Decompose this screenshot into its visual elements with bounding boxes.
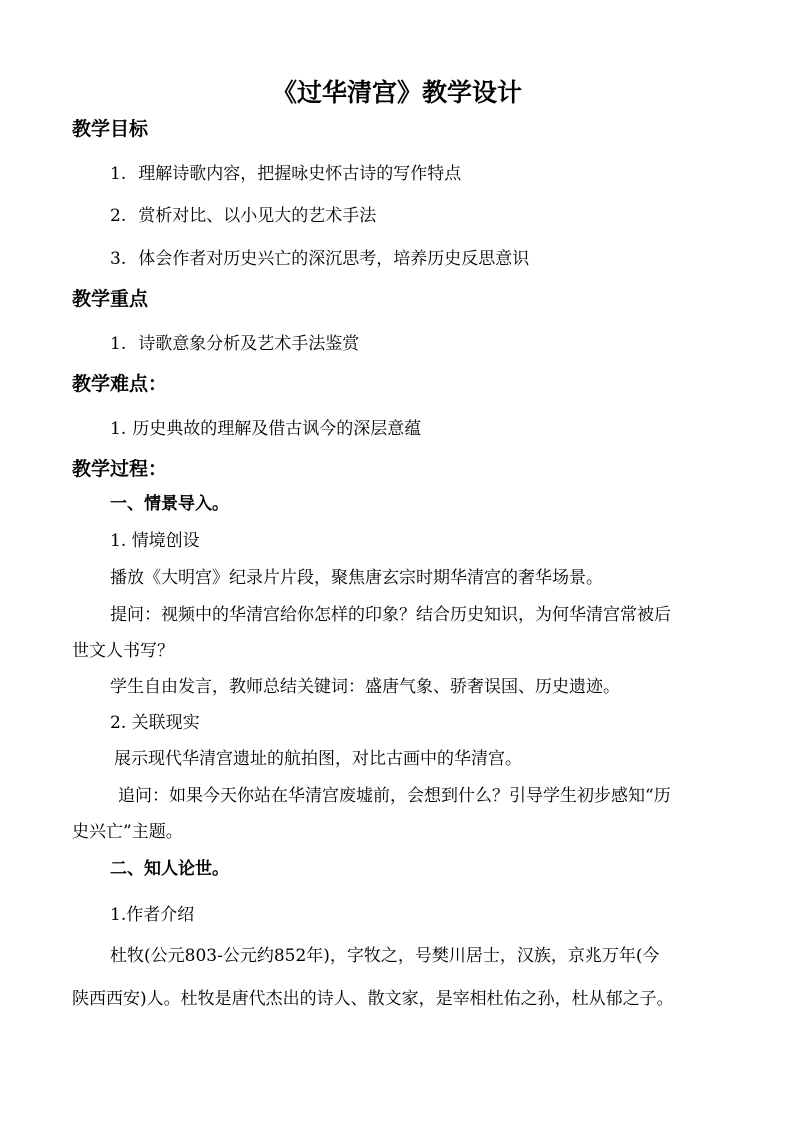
list-text: 历史典故的理解及借古讽今的深层意蕴 bbox=[132, 419, 422, 439]
section-heading-objectives: 教学目标 bbox=[72, 118, 149, 140]
list-item bbox=[110, 164, 461, 184]
paragraph: 杜牧(公元803-公元约852年)，字牧之，号樊川居士，汉族，京兆万年(今 bbox=[110, 946, 660, 966]
paragraph: 提问：视频中的华清宫给你怎样的印象？结合历史知识，为何华清宫常被后 bbox=[110, 605, 671, 625]
paragraph: 播放《大明宫》纪录片片段，聚焦唐玄宗时期华清宫的奢华场景。 bbox=[110, 568, 603, 588]
subsection-heading: 一、情景导入。 bbox=[110, 494, 229, 514]
list-text: 赏析对比、以小见大的艺术手法 bbox=[138, 206, 377, 226]
sub-title: 1. 情境创设 bbox=[110, 531, 200, 551]
list-number: 1. bbox=[110, 419, 127, 439]
paragraph: 世文人书写？ bbox=[72, 641, 174, 661]
paragraph: 史兴亡”主题。 bbox=[72, 822, 183, 842]
list-item bbox=[110, 206, 376, 226]
list-number: 3. bbox=[110, 249, 127, 269]
subsection-heading: 二、知人论世。 bbox=[110, 859, 229, 879]
list-text: 诗歌意象分析及艺术手法鉴赏 bbox=[138, 334, 360, 354]
paragraph: 学生自由发言，教师总结关键词：盛唐气象、骄奢误国、历史遗迹。 bbox=[110, 677, 620, 697]
paragraph: 追问：如果今天你站在华清宫废墟前，会想到什么？引导学生初步感知“历 bbox=[118, 786, 671, 806]
list-number: 1. bbox=[110, 334, 127, 354]
section-heading-key-points: 教学重点 bbox=[72, 288, 149, 310]
list-number: 2. bbox=[110, 206, 127, 226]
list-text: 体会作者对历史兴亡的深沉思考，培养历史反思意识 bbox=[138, 249, 530, 269]
list-item bbox=[110, 249, 529, 269]
list-item bbox=[110, 419, 421, 439]
section-heading-difficulties: 教学难点： bbox=[72, 373, 168, 395]
paragraph: 展示现代华清宫遗址的航拍图，对比古画中的华清宫。 bbox=[114, 749, 522, 769]
list-text: 理解诗歌内容，把握咏史怀古诗的写作特点 bbox=[138, 164, 462, 184]
list-number: 1. bbox=[110, 164, 127, 184]
paragraph: 陕西西安)人。杜牧是唐代杰出的诗人、散文家，是宰相杜佑之孙，杜从郁之子。 bbox=[72, 989, 674, 1009]
sub-title: 1.作者介绍 bbox=[110, 905, 195, 925]
list-item bbox=[110, 334, 359, 354]
page-title: 《过华清宫》教学设计 bbox=[271, 78, 522, 107]
section-heading-process: 教学过程： bbox=[72, 458, 168, 480]
sub-title: 2. 关联现实 bbox=[110, 713, 200, 733]
